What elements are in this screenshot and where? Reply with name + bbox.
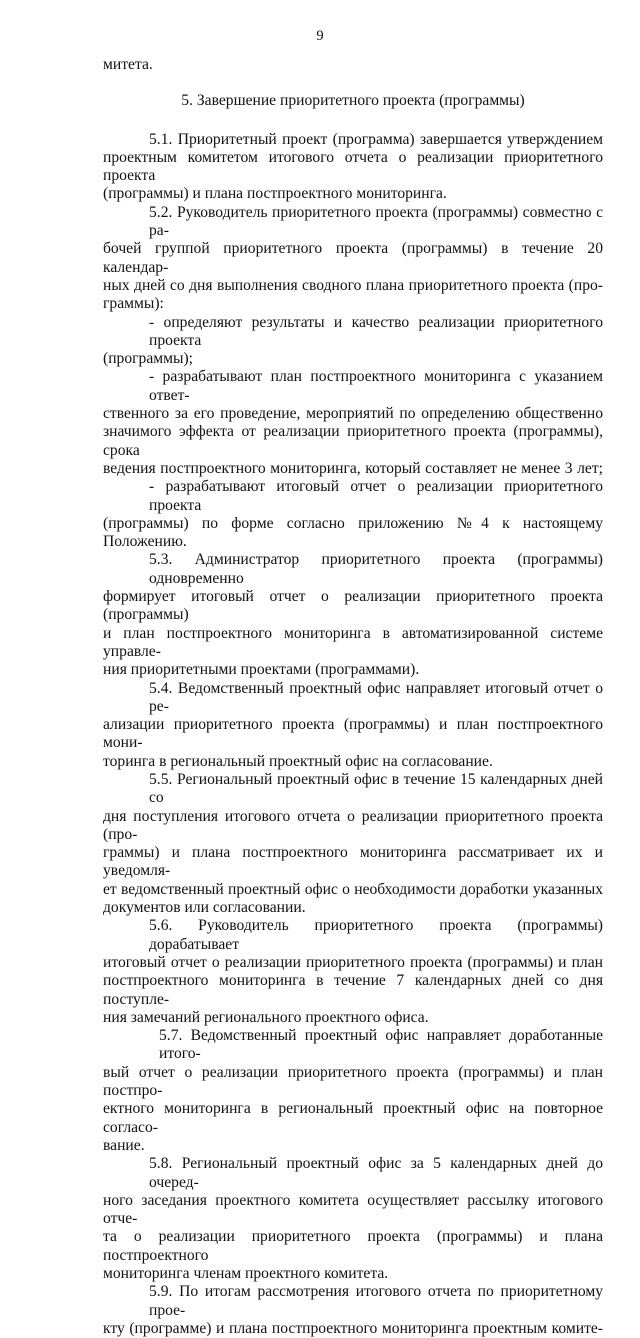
text-line: - определяют результаты и качество реализации приоритетного проекта — [149, 313, 603, 349]
text-line: (программы); — [103, 350, 193, 368]
text-line: документов или согласовании. — [103, 899, 306, 917]
text-line: 5.9. По итогам рассмотрения итогового отчета по приоритетному прое- — [149, 1283, 603, 1319]
section-heading: 5. Завершение приоритетного проекта (программы) — [181, 92, 525, 110]
text-line: кту (программе) и плана постпроектного мониторинга проектным комите- — [103, 1319, 603, 1337]
text-line: торинга в региональный проектный офис на согласование. — [103, 752, 493, 770]
text-line: ализации приоритетного проекта (программы) и план постпроектного мони- — [103, 716, 603, 752]
text-line: ет ведомственный проектный офис о необходимости доработки указанных — [103, 880, 603, 898]
text-line: митета. — [103, 56, 153, 73]
text-line: ственного за его проведение, мероприятий по определению общественно — [103, 405, 603, 423]
text-line: мониторинга членам проектного комитета. — [103, 1265, 389, 1282]
text-line: 5.6. Руководитель приоритетного проекта (программы) дорабатывает — [149, 917, 603, 953]
text-line: (программы) и плана постпроектного мониторинга. — [103, 185, 447, 203]
text-line: дня поступления итогового отчета о реализации приоритетного проекта (про- — [103, 807, 603, 843]
text-line: ных дней со дня выполнения сводного плана приоритетного проекта (про- — [103, 276, 603, 294]
text-line: - разрабатывают итоговый отчет о реализации приоритетного проекта — [149, 478, 603, 514]
text-line: 5.7. Ведомственный проектный офис направляет доработанные итого- — [159, 1027, 603, 1063]
text-line: значимого эффекта от реализации приоритетного проекта (программы), срока — [103, 423, 603, 459]
text-line: (программы) по форме согласно приложению №4 к настоящему Положению. — [103, 514, 603, 551]
text-line: вание. — [103, 1136, 145, 1154]
text-line: ектного мониторинга в региональный проектный офис на повторное согласо- — [103, 1100, 603, 1136]
page-number: 9 — [316, 28, 324, 44]
text-line: 5.1. Приоритетный проект (программа) завершается утверждением — [149, 130, 603, 148]
text-line: 5.4. Ведомственный проектный офис направляет итоговый отчет о ре- — [149, 679, 603, 715]
text-line: граммы): — [103, 295, 164, 313]
text-line: та о реализации приоритетного проекта (программы) и плана постпроектного — [103, 1228, 603, 1264]
text-line: проектным комитетом итогового отчета о реализации приоритетного проекта — [103, 148, 603, 185]
text-line: 5.3. Администратор приоритетного проекта (программы) одновременно — [149, 551, 603, 587]
text-line: 5.8. Региональный проектный офис за 5 календарных дней до очеред- — [149, 1155, 603, 1191]
text-line: - разрабатывают план постпроектного мониторинга с указанием ответ- — [149, 368, 603, 404]
text-line: ведения постпроектного мониторинга, который составляет не менее 3 лет; — [103, 459, 603, 477]
text-line: ного заседания проектного комитета осуществляет рассылку итогового отче- — [103, 1191, 603, 1228]
text-line: 5.2. Руководитель приоритетного проекта (программы) совместно с ра- — [149, 203, 603, 240]
text-line: постпроектного мониторинга в течение 7 календарных дней со дня поступле- — [103, 972, 603, 1008]
text-line: и план постпроектного мониторинга в автоматизированной системе управле- — [103, 624, 603, 660]
text-line: итоговый отчет о реализации приоритетного проекта (программы) и план — [103, 953, 603, 971]
text-line: ния замечаний регионального проектного офиса. — [103, 1008, 429, 1026]
text-line: вый отчет о реализации приоритетного проекта (программы) и план постпро- — [103, 1063, 603, 1100]
text-line: 5.5. Региональный проектный офис в течение 15 календарных дней со — [149, 770, 603, 807]
document-body — [103, 56, 603, 1338]
text-line: ния приоритетными проектами (программами). — [103, 661, 420, 679]
text-line: формирует итоговый отчет о реализации приоритетного проекта (программы) — [103, 588, 603, 624]
text-line: бочей группой приоритетного проекта (программы) в течение 20 календар- — [103, 240, 603, 276]
text-line: граммы) и плана постпроектного мониторинга рассматривает их и уведомля- — [103, 844, 603, 880]
